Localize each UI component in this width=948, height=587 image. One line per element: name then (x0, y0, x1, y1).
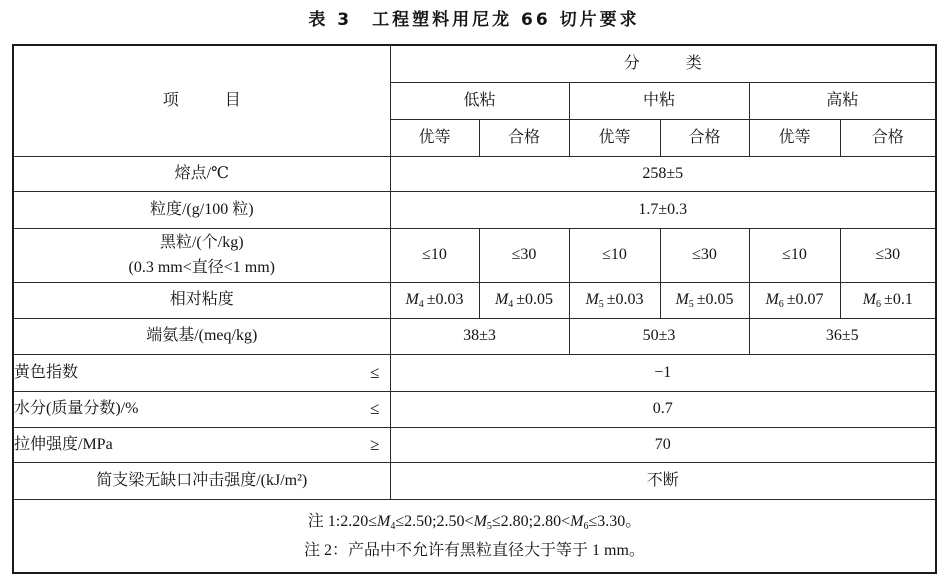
note-text: ≤2.50;2.50< (395, 512, 474, 530)
property-label: 黑粒/(个/kg) (159, 234, 244, 251)
classification-header-cell (390, 45, 936, 82)
notes-row (13, 499, 936, 573)
viscosity-symbol: M (376, 512, 391, 530)
grade-header: 合格 (660, 119, 749, 156)
viscosity-symbol: M (570, 512, 584, 530)
viscosity-tolerance: ±0.03 (606, 291, 644, 308)
grade-header: 优等 (390, 119, 479, 156)
notes-cell (13, 499, 936, 573)
requirements-table (12, 44, 937, 574)
viscosity-subscript: 4 (390, 520, 396, 532)
viscosity-subscript: 5 (688, 299, 694, 310)
property-value: ≤10 (749, 228, 840, 282)
property-value: ≤30 (479, 228, 569, 282)
viscosity-value-cell (840, 282, 936, 318)
property-label: 黄色指数 (14, 363, 79, 381)
viscosity-value-cell (660, 282, 749, 318)
header-row-classification (13, 45, 936, 82)
limit-operator: ≤ (370, 362, 380, 382)
grade-header: 优等 (749, 119, 840, 156)
viscosity-tolerance: ±0.1 (884, 291, 913, 308)
viscosity-value-cell (749, 282, 840, 318)
property-value: 36±5 (749, 318, 936, 354)
grade-header: 合格 (840, 119, 936, 156)
row-relative-viscosity (13, 282, 936, 318)
table-number: 表 3 (308, 10, 353, 30)
viscosity-subscript: 6 (876, 299, 882, 310)
viscosity-subscript: 5 (486, 520, 492, 532)
group-header-low-viscosity: 低粘 (390, 82, 569, 119)
item-header-cell (13, 45, 390, 156)
classification-header: 分 类 (623, 54, 702, 72)
viscosity-subscript: 4 (508, 299, 514, 310)
row-impact-strength (13, 462, 936, 499)
property-label-cell (13, 354, 390, 391)
property-value: ≤10 (390, 228, 479, 282)
limit-operator: ≤ (370, 399, 380, 418)
property-label: 拉伸强度/MPa (14, 435, 113, 453)
property-value: 258±5 (390, 156, 936, 191)
property-value: −1 (390, 354, 936, 391)
viscosity-value-cell (569, 282, 660, 318)
property-value: ≤30 (660, 228, 749, 282)
viscosity-symbol: M (473, 512, 487, 530)
item-header: 项 目 (162, 91, 241, 109)
table-caption (0, 8, 948, 32)
property-value: ≤30 (840, 228, 936, 282)
row-amine-end-groups (13, 318, 936, 354)
property-label: 水分(质量分数)/% (14, 400, 139, 417)
grade-header: 优等 (569, 119, 660, 156)
row-yellowness-index (13, 354, 936, 391)
row-melting-point (13, 156, 936, 191)
limit-operator: ≥ (370, 434, 380, 454)
property-label-cell (13, 427, 390, 462)
note-2: 注 2：产品中不允许有黑粒直径大于等于 1 mm。 (304, 541, 645, 559)
viscosity-symbol: M (585, 291, 599, 308)
property-label-cell (13, 228, 390, 282)
row-particle-size (13, 191, 936, 228)
note-text: ≤3.30。 (588, 512, 642, 530)
viscosity-subscript: 5 (598, 299, 604, 310)
label-with-limit (14, 399, 390, 419)
property-label: 熔点/℃ (13, 156, 390, 191)
property-value: 1.7±0.3 (390, 191, 936, 228)
property-label: 简支梁无缺口冲击强度/(kJ/m²) (13, 462, 390, 499)
property-value: ≤10 (569, 228, 660, 282)
property-value: 38±3 (390, 318, 569, 354)
note-1 (14, 507, 935, 536)
note-text: ≤2.80;2.80< (491, 512, 571, 530)
viscosity-tolerance: ±0.07 (786, 291, 824, 308)
note-text: 注 1:2.20≤ (307, 512, 377, 530)
row-tensile-strength (13, 427, 936, 462)
viscosity-tolerance: ±0.05 (516, 291, 554, 308)
property-value: 0.7 (390, 391, 936, 427)
viscosity-tolerance: ±0.03 (426, 291, 464, 308)
row-moisture (13, 391, 936, 427)
viscosity-symbol: M (675, 291, 689, 308)
label-with-limit (14, 363, 390, 383)
property-label: 端氨基/(meq/kg) (13, 318, 390, 354)
property-label: 粒度/(g/100 粒) (13, 191, 390, 228)
viscosity-symbol: M (494, 291, 509, 308)
viscosity-symbol: M (765, 291, 779, 308)
property-value: 50±3 (569, 318, 749, 354)
property-value: 70 (390, 427, 936, 462)
viscosity-symbol: M (862, 291, 877, 308)
property-label-cell (13, 391, 390, 427)
property-value: 不断 (390, 462, 936, 499)
row-black-particles (13, 228, 936, 282)
viscosity-subscript: 6 (778, 299, 784, 310)
property-label: 相对粘度 (13, 282, 390, 318)
property-condition: (0.3 mm<直径<1 mm) (128, 259, 275, 276)
label-with-limit (14, 435, 390, 455)
table-title: 工程塑料用尼龙 66 切片要求 (372, 10, 640, 30)
group-header-high-viscosity: 高粘 (749, 82, 936, 119)
viscosity-value-cell (390, 282, 479, 318)
group-header-medium-viscosity: 中粘 (569, 82, 749, 119)
viscosity-symbol: M (405, 291, 419, 308)
viscosity-subscript: 6 (583, 520, 589, 532)
grade-header: 合格 (479, 119, 569, 156)
viscosity-value-cell (479, 282, 569, 318)
viscosity-tolerance: ±0.05 (696, 291, 734, 308)
viscosity-subscript: 4 (418, 299, 424, 310)
